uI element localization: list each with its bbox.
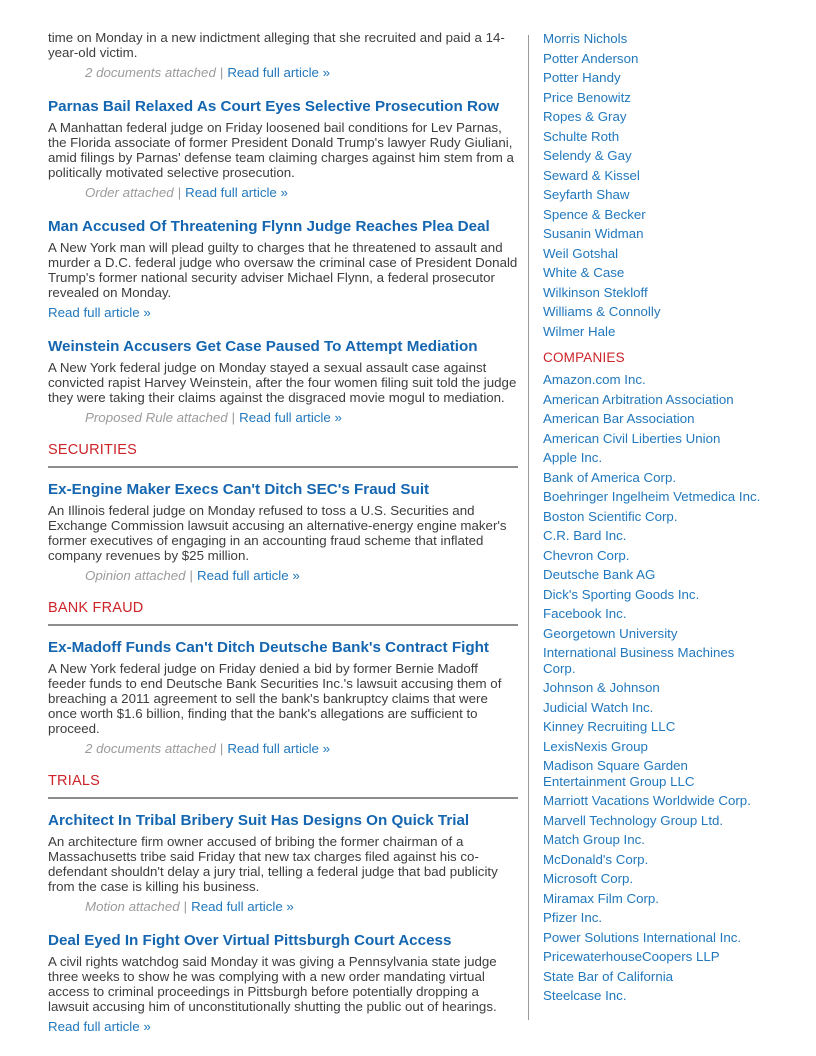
article-block bbox=[48, 480, 518, 583]
article-block bbox=[48, 773, 518, 799]
attachment-line bbox=[48, 899, 518, 914]
law-firm-link[interactable]: Ropes & Gray bbox=[543, 109, 627, 124]
company-link[interactable]: American Arbitration Association bbox=[543, 391, 734, 407]
article-block bbox=[48, 97, 518, 200]
section-header bbox=[48, 442, 518, 468]
article-summary: A civil rights watchdog said Monday it was giving a Pennsylvania state judge three weeks to show he was complying with a new order mandating virtual access to criminal proceedings in Pittsburgh before potentially dropping a lawsuit accusing him of unconstitutionally shutting the public out of hearings. bbox=[48, 954, 497, 1014]
company-link[interactable]: C.R. Bard Inc. bbox=[543, 528, 627, 543]
company-link[interactable]: Facebook Inc. bbox=[543, 606, 627, 621]
attachment-line bbox=[48, 65, 518, 80]
read-full-article-link[interactable]: Read full article » bbox=[185, 185, 288, 200]
company-link[interactable]: Microsoft Corp. bbox=[543, 871, 634, 886]
company-list-item bbox=[543, 871, 769, 887]
company-link[interactable]: American Bar Association bbox=[543, 411, 695, 426]
read-full-article-link[interactable]: Read full article » bbox=[191, 899, 294, 914]
law-firm-link[interactable]: Susanin Widman bbox=[543, 226, 644, 241]
company-list-item bbox=[543, 450, 769, 466]
company-list-item bbox=[543, 548, 769, 564]
company-list-item bbox=[543, 645, 769, 676]
law-firms-list bbox=[543, 31, 769, 339]
law-firm-list-item bbox=[543, 168, 769, 184]
company-list-item bbox=[543, 910, 769, 926]
company-link[interactable]: Madison Square Garden Entertainment Group LLC bbox=[543, 758, 695, 789]
article-block bbox=[48, 931, 518, 1034]
read-link-line bbox=[48, 305, 518, 320]
attachment-line bbox=[48, 568, 518, 583]
company-link[interactable]: Marvell Technology Group Ltd. bbox=[543, 812, 724, 828]
company-link[interactable]: Power Solutions International Inc. bbox=[543, 929, 742, 945]
article-headline-link[interactable]: Ex-Engine Maker Execs Can't Ditch SEC's Fraud Suit bbox=[48, 481, 430, 498]
law-firm-link[interactable]: Spence & Becker bbox=[543, 206, 646, 222]
company-link[interactable]: Deutsche Bank AG bbox=[543, 567, 656, 582]
attachment-label: Motion attached bbox=[85, 899, 180, 914]
section-title: BANK FRAUD bbox=[48, 600, 144, 616]
article-summary: A New York federal judge on Monday stayed a sexual assault case against convicted rapist Harvey Weinstein, after the four women filing suit told the judge they were taking their claims against the disgraced movie mogul to mediation. bbox=[48, 360, 517, 405]
law-firm-link[interactable]: Williams & Connolly bbox=[543, 304, 661, 319]
attachment-label: Proposed Rule attached bbox=[85, 410, 228, 425]
law-firm-link[interactable]: Schulte Roth bbox=[543, 128, 620, 144]
company-link[interactable]: American Civil Liberties Union bbox=[543, 430, 721, 446]
read-full-article-link[interactable]: Read full article » bbox=[48, 305, 151, 320]
article-block bbox=[48, 811, 518, 914]
article-summary: A New York federal judge on Friday denied a bid by former Bernie Madoff feeder funds to end Deutsche Bank Securities Inc.'s lawsuit accusing them of breaching a 2011 agreement to sell the bank's bankruptcy claims that were once worth $1.6 billion, finding that the bank's allegations are sufficient to proceed. bbox=[48, 661, 502, 736]
article-headline-link[interactable]: Man Accused Of Threatening Flynn Judge Reaches Plea Deal bbox=[48, 218, 490, 235]
company-link[interactable]: Steelcase Inc. bbox=[543, 988, 627, 1003]
law-firm-link[interactable]: Selendy & Gay bbox=[543, 148, 632, 163]
read-full-article-link[interactable]: Read full article » bbox=[227, 65, 331, 80]
article-summary: A Manhattan federal judge on Friday loosened bail conditions for Lev Parnas, the Florida associate of former President Donald Trump's lawyer Rudy Giuliani, amid filings by Parnas' defense team claiming charges against him stem from a politically motivated selective prosecution. bbox=[48, 120, 514, 180]
pipe-separator: | bbox=[189, 568, 194, 583]
company-list-item bbox=[543, 852, 769, 868]
companies-list bbox=[543, 372, 769, 1004]
law-firm-list-item bbox=[543, 148, 769, 164]
law-firm-list-item bbox=[543, 90, 769, 106]
law-firm-list-item bbox=[543, 207, 769, 223]
company-list-item bbox=[543, 758, 769, 789]
company-link[interactable]: Boehringer Ingelheim Vetmedica Inc. bbox=[543, 489, 761, 504]
company-link[interactable]: PricewaterhouseCoopers LLP bbox=[543, 949, 720, 964]
company-link[interactable]: Amazon.com Inc. bbox=[543, 372, 646, 387]
attachment-label: 2 documents attached bbox=[85, 741, 216, 756]
pipe-separator: | bbox=[219, 65, 224, 80]
company-link[interactable]: Chevron Corp. bbox=[543, 547, 630, 563]
articles-column bbox=[48, 30, 518, 1051]
read-full-article-link[interactable]: Read full article » bbox=[197, 568, 300, 583]
company-list-item bbox=[543, 411, 769, 427]
law-firm-list-item bbox=[543, 51, 769, 67]
attachment-line bbox=[48, 185, 518, 200]
company-link[interactable]: Johnson & Johnson bbox=[543, 680, 660, 695]
company-link[interactable]: Marriott Vacations Worldwide Corp. bbox=[543, 793, 751, 808]
law-firm-link[interactable]: Weil Gotshal bbox=[543, 245, 619, 261]
company-link[interactable]: McDonald's Corp. bbox=[543, 851, 649, 867]
law-firm-list-item bbox=[543, 31, 769, 47]
section-title: TRIALS bbox=[48, 773, 100, 789]
article-headline-link[interactable]: Parnas Bail Relaxed As Court Eyes Selective Prosecution Row bbox=[48, 98, 500, 115]
company-list-item bbox=[543, 832, 769, 848]
law-firm-list-item bbox=[543, 265, 769, 281]
article-block bbox=[48, 217, 518, 320]
company-list-item bbox=[543, 793, 769, 809]
article-summary: A New York man will plead guilty to charges that he threatened to assault and murder a D.C. federal judge who oversaw the criminal case of President Donald Trump's former national security adviser Michael Flynn, a federal prosecutor revealed on Monday. bbox=[48, 240, 518, 300]
company-list-item bbox=[543, 431, 769, 447]
law-firm-list-item bbox=[543, 187, 769, 203]
company-list-item bbox=[543, 680, 769, 696]
article-headline-link[interactable]: Deal Eyed In Fight Over Virtual Pittsburgh Court Access bbox=[48, 932, 452, 949]
company-list-item bbox=[543, 891, 769, 907]
law-firm-list-item bbox=[543, 246, 769, 262]
attachment-label: Order attached bbox=[85, 185, 174, 200]
section-header bbox=[48, 600, 518, 626]
attachment-label: 2 documents attached bbox=[85, 65, 216, 80]
pipe-separator: | bbox=[231, 410, 236, 425]
company-list-item bbox=[543, 528, 769, 544]
law-firm-list-item bbox=[543, 285, 769, 301]
law-firm-list-item bbox=[543, 304, 769, 320]
company-link[interactable]: Dick's Sporting Goods Inc. bbox=[543, 586, 700, 602]
company-list-item bbox=[543, 700, 769, 716]
companies-header: COMPANIES bbox=[543, 350, 625, 365]
article-block bbox=[48, 30, 518, 80]
company-link[interactable]: State Bar of California bbox=[543, 968, 674, 984]
law-firm-list-item bbox=[543, 70, 769, 86]
article-summary: time on Monday in a new indictment alleging that she recruited and paid a 14-year-old victim. bbox=[48, 30, 505, 60]
law-firm-list-item bbox=[543, 109, 769, 125]
company-link[interactable]: Bank of America Corp. bbox=[543, 469, 677, 485]
attachment-line bbox=[48, 410, 518, 425]
article-headline-link[interactable]: Weinstein Accusers Get Case Paused To Attempt Mediation bbox=[48, 338, 478, 355]
company-list-item bbox=[543, 930, 769, 946]
pipe-separator: | bbox=[177, 185, 182, 200]
law-firm-link[interactable]: Morris Nichols bbox=[543, 31, 628, 46]
company-link[interactable]: Georgetown University bbox=[543, 625, 678, 641]
read-link-line bbox=[48, 1019, 518, 1034]
company-list-item bbox=[543, 949, 769, 965]
company-link[interactable]: Kinney Recruiting LLC bbox=[543, 719, 676, 734]
attachment-line bbox=[48, 741, 518, 756]
read-full-article-link[interactable]: Read full article » bbox=[48, 1019, 151, 1034]
company-list-item bbox=[543, 606, 769, 622]
pipe-separator: | bbox=[183, 899, 188, 914]
article-block bbox=[48, 638, 518, 756]
section-title: SECURITIES bbox=[48, 442, 138, 458]
article-summary: An Illinois federal judge on Monday refused to toss a U.S. Securities and Exchange Commission lawsuit accusing an alternative-energy engine maker's former executives of engaging in an accounting fraud scheme that inflated company revenues by $25 million. bbox=[48, 503, 507, 563]
company-list-item bbox=[543, 470, 769, 486]
attachment-label: Opinion attached bbox=[85, 568, 186, 583]
law-firm-list-item bbox=[543, 129, 769, 145]
company-list-item bbox=[543, 489, 769, 505]
law-firm-link[interactable]: Price Benowitz bbox=[543, 89, 631, 105]
company-link[interactable]: Pfizer Inc. bbox=[543, 910, 603, 925]
company-link[interactable]: Boston Scientific Corp. bbox=[543, 508, 678, 524]
section-divider-rule bbox=[48, 624, 518, 626]
company-list-item bbox=[543, 392, 769, 408]
company-list-item bbox=[543, 372, 769, 388]
law-firm-link[interactable]: Potter Anderson bbox=[543, 50, 639, 66]
law-firm-link[interactable]: White & Case bbox=[543, 265, 625, 280]
company-link[interactable]: Apple Inc. bbox=[543, 450, 603, 465]
company-list-item bbox=[543, 626, 769, 642]
law-firm-link[interactable]: Wilmer Hale bbox=[543, 323, 616, 339]
company-link[interactable]: Match Group Inc. bbox=[543, 832, 645, 847]
article-headline-link[interactable]: Architect In Tribal Bribery Suit Has Designs On Quick Trial bbox=[48, 812, 470, 829]
company-list-item bbox=[543, 719, 769, 735]
company-link[interactable]: LexisNexis Group bbox=[543, 738, 648, 754]
company-list-item bbox=[543, 567, 769, 583]
column-divider bbox=[528, 35, 529, 1020]
law-firm-link[interactable]: Seward & Kissel bbox=[543, 167, 640, 183]
law-firm-list-item bbox=[543, 226, 769, 242]
company-link[interactable]: Miramax Film Corp. bbox=[543, 890, 659, 906]
company-list-item bbox=[543, 969, 769, 985]
read-full-article-link[interactable]: Read full article » bbox=[227, 741, 331, 756]
article-summary: An architecture firm owner accused of bribing the former chairman of a Massachusetts tribe said Friday that new tax charges filed against his co-defendant shouldn't delay a jury trial, telling a federal judge that bad publicity from the case is killing his business. bbox=[48, 834, 498, 894]
sidebar bbox=[543, 31, 769, 1008]
law-firm-list-item bbox=[543, 324, 769, 340]
company-list-item bbox=[543, 509, 769, 525]
section-header bbox=[48, 773, 518, 799]
company-link[interactable]: Judicial Watch Inc. bbox=[543, 699, 654, 715]
pipe-separator: | bbox=[219, 741, 224, 756]
section-divider-rule bbox=[48, 797, 518, 799]
law-firm-link[interactable]: Wilkinson Stekloff bbox=[543, 284, 648, 300]
company-list-item bbox=[543, 739, 769, 755]
company-list-item bbox=[543, 988, 769, 1004]
article-block bbox=[48, 600, 518, 626]
company-list-item bbox=[543, 813, 769, 829]
section-divider-rule bbox=[48, 466, 518, 468]
article-block bbox=[48, 337, 518, 425]
article-block bbox=[48, 442, 518, 468]
law-firm-link[interactable]: Seyfarth Shaw bbox=[543, 187, 630, 202]
article-headline-link[interactable]: Ex-Madoff Funds Can't Ditch Deutsche Bank's Contract Fight bbox=[48, 639, 489, 656]
read-full-article-link[interactable]: Read full article » bbox=[239, 410, 342, 425]
company-list-item bbox=[543, 587, 769, 603]
law-firm-link[interactable]: Potter Handy bbox=[543, 70, 621, 85]
company-link[interactable]: International Business Machines Corp. bbox=[543, 645, 735, 676]
